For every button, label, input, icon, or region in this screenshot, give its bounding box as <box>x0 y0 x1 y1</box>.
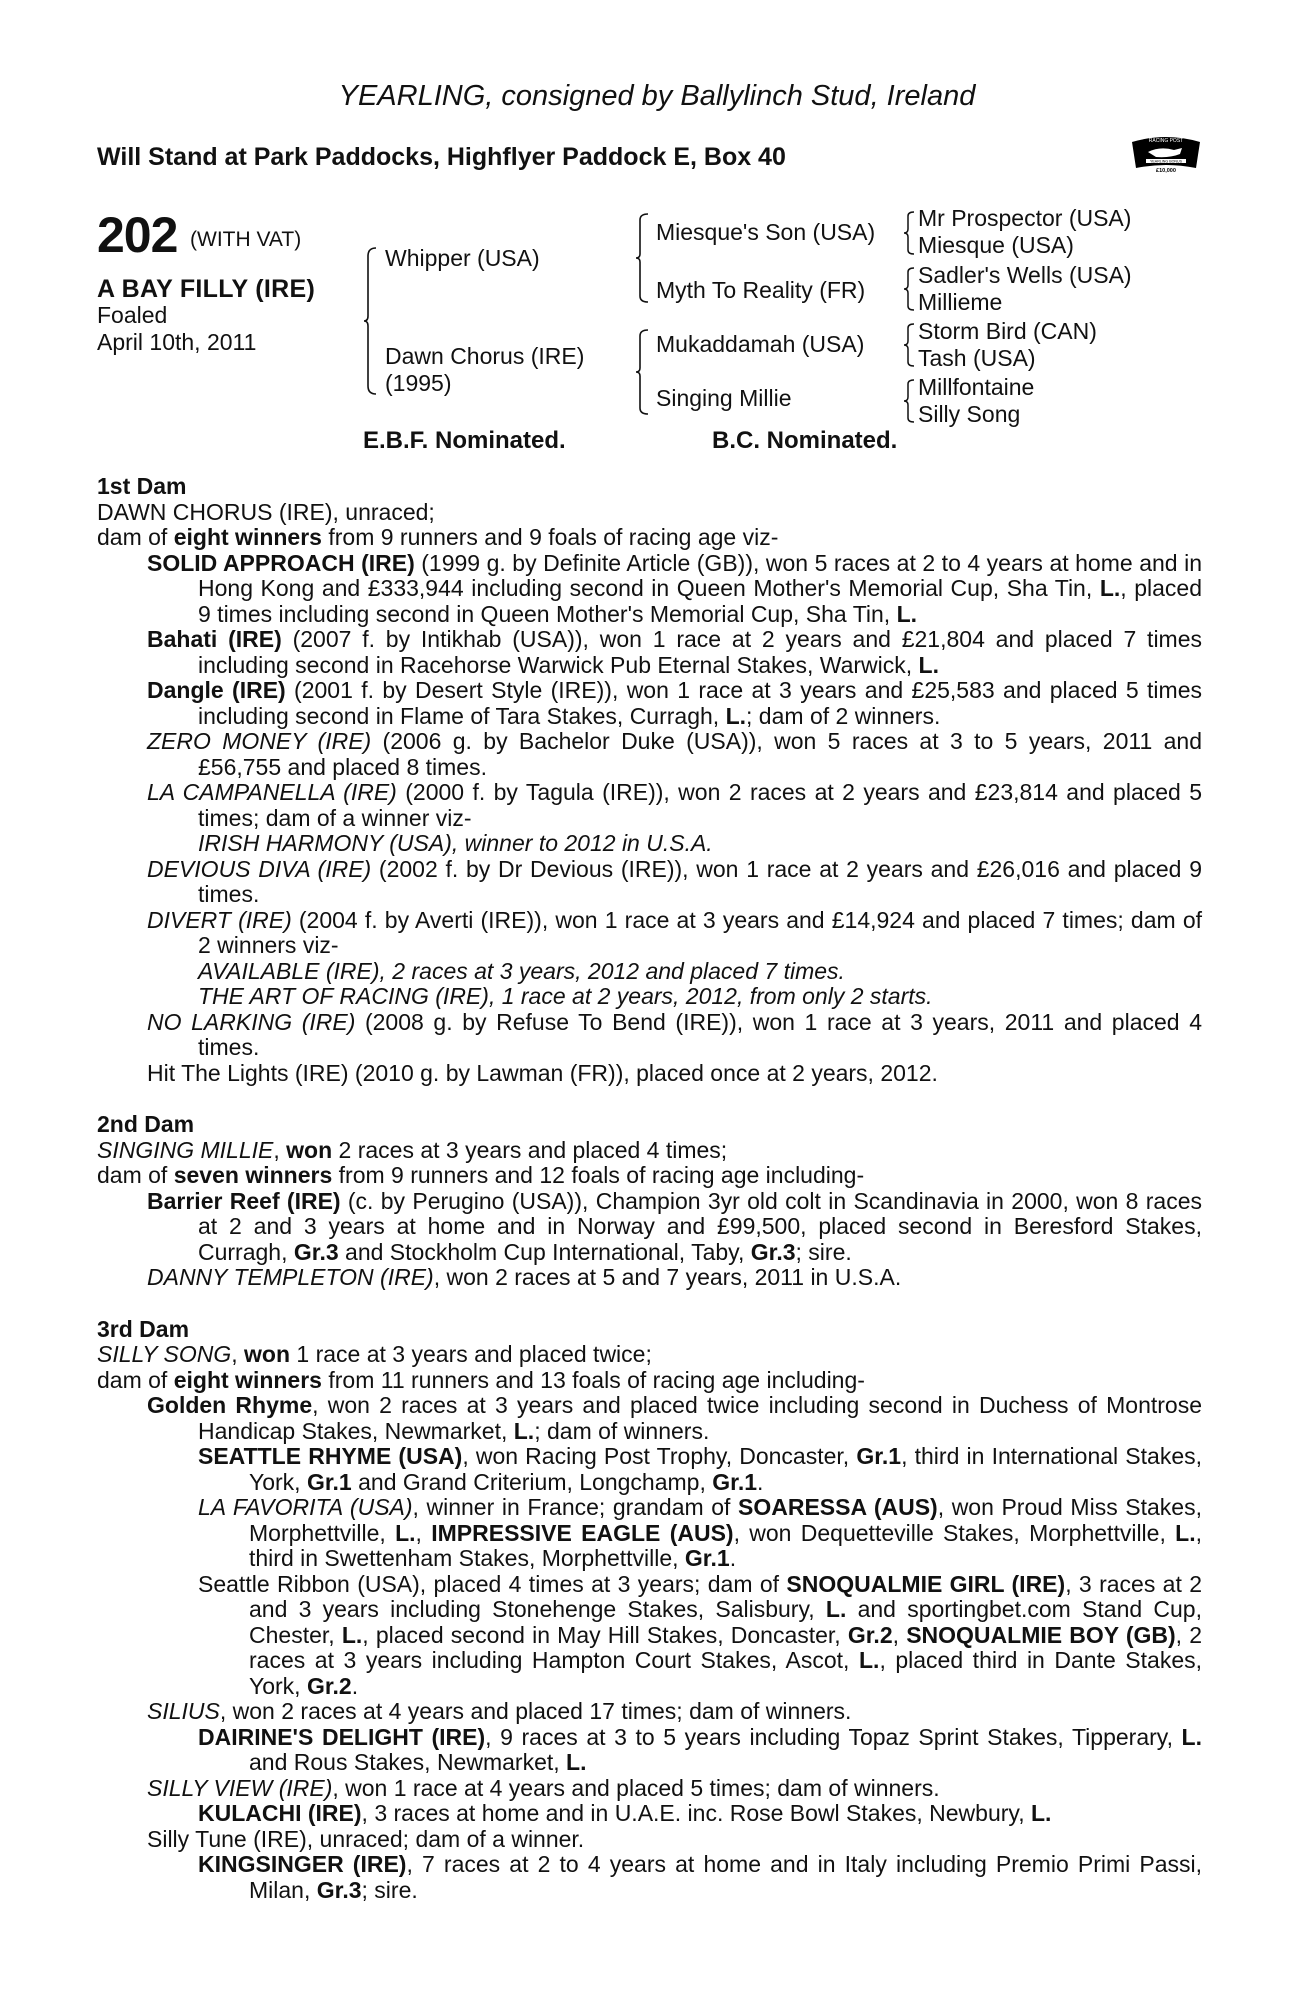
progeny-no-larking: NO LARKING (IRE) (2008 g. by Refuse To Bend (IRE)), won 1 race at 3 years, 2011 and placed 4 times. <box>147 1008 1202 1060</box>
progeny-silly-tune: Silly Tune (IRE), unraced; dam of a winner. <box>147 1825 585 1852</box>
progeny-dairines-delight: DAIRINE'S DELIGHT (IRE), 9 races at 3 to 5 years including Topaz Sprint Stakes, Tipperary, L. and Rous Stakes, Newmarket, L. <box>198 1723 1202 1775</box>
pedigree-dam-year: (1995) <box>385 370 452 396</box>
bc-nominated: B.C. Nominated. <box>712 427 898 454</box>
progeny-art-of-racing: THE ART OF RACING (IRE), 1 race at 2 years, 2012, from only 2 starts. <box>198 983 933 1009</box>
progeny-la-campanella: LA CAMPANELLA (IRE) (2000 f. by Tagula (IRE)), won 2 races at 2 years and £23,814 and placed 5 times; dam of a winner viz- <box>147 779 1203 831</box>
yearling-bonus-logo <box>1130 128 1202 176</box>
progeny-zero-money: ZERO MONEY (IRE) (2006 g. by Bachelor Duke (USA)), won 5 races at 3 to 5 years, 2011 and £56,755 and placed 8 times. <box>147 728 1202 780</box>
progeny-irish-harmony: IRISH HARMONY (USA), winner to 2012 in U.S.A. <box>198 830 713 856</box>
progeny-bahati: Bahati (IRE) (2007 f. by Intikhab (USA)), won 1 race at 2 years and £21,804 and placed 7 times including second in Racehorse Warwick Pub Eternal Stakes, Warwick, L. <box>147 626 1203 678</box>
progeny-solid-approach: SOLID APPROACH (IRE) (1999 g. by Definite Article (GB)), won 5 races at 2 to 4 years at home and in Hong Kong and £333,944 including second in Queen Mother's Memorial Cup, Sha Tin, L., placed 9 times including second in Queen Mother's Memorial Cup, Sha Tin, L. <box>147 549 1202 627</box>
foaled-date: April 10th, 2011 <box>97 329 257 355</box>
first-dam-line1: DAWN CHORUS (IRE), unraced; <box>97 498 435 525</box>
progeny-available: AVAILABLE (IRE), 2 races at 3 years, 2012 and placed 7 times. <box>198 957 845 984</box>
second-dam-heading: 2nd Dam <box>97 1111 195 1137</box>
pedigree-g4: Millieme <box>918 289 1003 315</box>
consignment-title: YEARLING, consigned by Ballylinch Stud, Ireland <box>338 80 976 112</box>
third-dam-heading: 3rd Dam <box>97 1315 190 1342</box>
progeny-seattle-rhyme: SEATTLE RHYME (USA), won Racing Post Trophy, Doncaster, Gr.1, third in International Stakes, York, Gr.1 and Grand Criterium, Longchamp, Gr.1. <box>198 1443 1203 1495</box>
pedigree-g7: Millfontaine <box>918 374 1035 400</box>
progeny-hit-the-lights: Hit The Lights (IRE) (2010 g. by Lawman (FR)), placed once at 2 years, 2012. <box>147 1059 938 1086</box>
pedigree-g2: Miesque (USA) <box>918 232 1074 258</box>
horse-description: A BAY FILLY (IRE) <box>97 275 316 303</box>
progeny-la-favorita: LA FAVORITA (USA), winner in France; grandam of SOARESSA (AUS), won Proud Miss Stakes, Morphettville, L., IMPRESSIVE EAGLE (AUS), won Dequetteville Stakes, Morphettville, L., third in Swettenham Stakes, Morphettville, Gr.1. <box>198 1494 1203 1571</box>
pedigree-sire: Whipper (USA) <box>385 245 540 271</box>
catalogue-body <box>97 474 1202 1903</box>
g-bracket-2 <box>902 266 916 312</box>
svg-text:£10,000: £10,000 <box>1156 168 1176 174</box>
third-dam-line1: SILLY SONG, won 1 race at 3 years and placed twice; <box>97 1341 652 1367</box>
pedigree-dam-sire: Mukaddamah (USA) <box>656 331 865 357</box>
pedigree-g8: Silly Song <box>918 401 1021 427</box>
first-dam-heading: 1st Dam <box>97 473 187 499</box>
g-bracket-3 <box>902 322 916 368</box>
progeny-dangle: Dangle (IRE) (2001 f. by Desert Style (IRE)), won 1 race at 3 years and £25,583 and placed 5 times including second in Flame of Tara Stakes, Curragh, L.; dam of 2 winners. <box>147 677 1202 729</box>
pedigree-g3: Sadler's Wells (USA) <box>918 262 1132 288</box>
progeny-devious-diva: DEVIOUS DIVA (IRE) (2002 f. by Dr Devious (IRE)), won 1 race at 2 years and £26,016 and placed 9 times. <box>147 855 1202 907</box>
third-dam-line2: dam of eight winners from 11 runners and 13 foals of racing age including- <box>97 1366 865 1393</box>
vat-note: (WITH VAT) <box>190 228 302 251</box>
progeny-silly-view: SILLY VIEW (IRE), won 1 race at 4 years and placed 5 times; dam of winners. <box>147 1774 940 1801</box>
svg-text:YEARLING BONUS: YEARLING BONUS <box>1150 159 1182 164</box>
lot-number: 202 <box>97 207 178 263</box>
progeny-silius: SILIUS, won 2 races at 4 years and placed 17 times; dam of winners. <box>147 1698 852 1724</box>
second-dam-line2: dam of seven winners from 9 runners and 12 foals of racing age including- <box>97 1162 865 1188</box>
progeny-golden-rhyme: Golden Rhyme, won 2 races at 3 years and placed twice including second in Duchess of Montrose Handicap Stakes, Newmarket, L.; dam of winners. <box>147 1392 1202 1444</box>
g-bracket-1 <box>902 210 916 256</box>
progeny-kingsinger: KINGSINGER (IRE), 7 races at 2 to 4 years at home and in Italy including Premio Primi Passi, Milan, Gr.3; sire. <box>198 1851 1203 1903</box>
pedigree-g1: Mr Prospector (USA) <box>918 205 1132 231</box>
progeny-barrier-reef: Barrier Reef (IRE) (c. by Perugino (USA)), Champion 3yr old colt in Scandinavia in 2000, won 8 races at 2 and 3 years at home and in Norway and £99,500, placed second in Beresford Stakes, Curragh, Gr.3 and Stockholm Cup International, Taby, Gr.3; sire. <box>147 1187 1202 1265</box>
pedigree-dam-dam: Singing Millie <box>656 385 792 411</box>
g-bracket-4 <box>902 378 916 424</box>
foaled-label: Foaled <box>97 302 168 328</box>
second-dam-line1: SINGING MILLIE, won 2 races at 3 years and placed 4 times; <box>97 1136 728 1163</box>
dam-bracket <box>634 328 650 416</box>
progeny-divert: DIVERT (IRE) (2004 f. by Averti (IRE)), won 1 race at 3 years and £14,924 and placed 7 times; dam of 2 winners viz- <box>147 906 1202 958</box>
ebf-nominated: E.B.F. Nominated. <box>363 427 566 454</box>
pedigree-dam-name: Dawn Chorus (IRE) <box>385 343 585 369</box>
paddock-location: Will Stand at Park Paddocks, Highflyer Paddock E, Box 40 <box>97 143 786 171</box>
pedigree-sire-dam: Myth To Reality (FR) <box>656 277 866 303</box>
svg-text:RACING POST: RACING POST <box>1148 138 1184 144</box>
progeny-danny-templeton: DANNY TEMPLETON (IRE), won 2 races at 5 and 7 years, 2011 in U.S.A. <box>147 1264 902 1290</box>
sire-dam-bracket <box>362 246 378 396</box>
first-dam-line2: dam of eight winners from 9 runners and 9 foals of racing age viz- <box>97 524 779 550</box>
foaled-info <box>97 302 256 356</box>
progeny-kulachi: KULACHI (IRE), 3 races at home and in U.A.E. inc. Rose Bowl Stakes, Newbury, L. <box>198 1800 1052 1826</box>
pedigree-g6: Tash (USA) <box>918 345 1036 371</box>
sire-bracket <box>634 212 650 304</box>
pedigree-dam <box>385 343 584 397</box>
pedigree-g5: Storm Bird (CAN) <box>918 318 1097 344</box>
pedigree-sire-sire: Miesque's Son (USA) <box>656 219 876 245</box>
progeny-seattle-ribbon: Seattle Ribbon (USA), placed 4 times at 3 years; dam of SNOQUALMIE GIRL (IRE), 3 races at 2 and 3 years including Stonehenge Stakes, Salisbury, L. and sportingbet.com Stand Cup, Chester, L., placed second in May Hill Stakes, Doncaster, Gr.2, SNOQUALMIE BOY (GB), 2 races at 3 years including Hampton Court Stakes, Ascot, L., placed third in Dante Stakes, York, Gr.2. <box>198 1570 1203 1699</box>
